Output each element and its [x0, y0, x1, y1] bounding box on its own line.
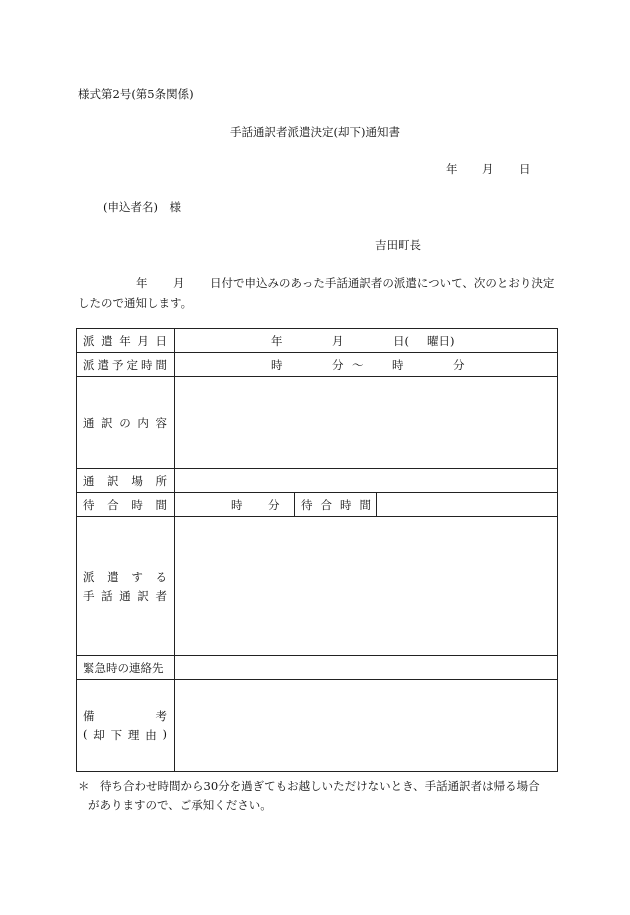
- dispatch-year: 年: [271, 333, 283, 348]
- label-char: 遣: [101, 333, 113, 348]
- label-emergency-text: 緊急時の連絡先: [83, 660, 164, 675]
- label-char: 派: [83, 569, 95, 584]
- label-char: 遣: [107, 569, 119, 584]
- issue-date-line: [446, 161, 531, 177]
- label-interpretation-place: [77, 469, 175, 493]
- label-char: 訳: [101, 415, 113, 430]
- row-emergency-contact: [77, 656, 558, 680]
- dispatch-weekday: 曜日): [427, 333, 455, 348]
- time-hour-2: 時: [392, 357, 404, 372]
- document-title: 手話通訳者派遣決定(却下)通知書: [230, 125, 400, 139]
- label-char: 時: [340, 497, 352, 512]
- issuer: 吉田町長: [375, 238, 421, 252]
- time-minute-1: 分: [332, 357, 344, 372]
- label-char: 備: [83, 709, 95, 723]
- label-char: 間: [155, 497, 167, 512]
- label-char: 場: [131, 473, 143, 488]
- label-char: 者: [155, 588, 167, 603]
- label-remarks: [77, 680, 175, 772]
- label-interpreter-line1: [83, 569, 167, 585]
- label-emergency-contact: [77, 656, 175, 680]
- label-char: 内: [137, 415, 149, 430]
- label-char: 月: [137, 333, 149, 348]
- label-char: 日: [155, 333, 167, 348]
- label-char: 合: [107, 497, 119, 512]
- label-char: 話: [101, 588, 113, 603]
- label-char: 訳: [107, 473, 119, 488]
- time-minute-2: 分: [453, 357, 465, 372]
- label-dispatch-time-text: [83, 357, 167, 373]
- label-char: る: [155, 569, 167, 584]
- value-interpretation-content[interactable]: [175, 377, 558, 469]
- label-char: す: [131, 569, 143, 584]
- value-interpreter[interactable]: [175, 517, 558, 656]
- issue-date-month: 月: [482, 162, 494, 176]
- label-char: 所: [155, 473, 167, 488]
- label-char: (: [83, 727, 88, 741]
- label-char: 待: [83, 497, 95, 512]
- label-dispatch-date: [77, 329, 175, 353]
- value-interpretation-place[interactable]: [175, 469, 558, 493]
- label-char: 待: [301, 497, 313, 512]
- label-meeting-time-2: [295, 493, 377, 517]
- label-char: 訳: [137, 588, 149, 603]
- label-char: ): [162, 727, 167, 741]
- value-remarks[interactable]: [175, 680, 558, 772]
- row-dispatch-time: [77, 353, 558, 377]
- footnote: [78, 777, 558, 815]
- row-dispatch-date: [77, 329, 558, 353]
- label-char: 予: [112, 357, 124, 372]
- issue-date-year: 年: [446, 162, 458, 176]
- footnote-line2: がありますので、ご承知ください。: [88, 798, 272, 812]
- dispatch-day: 日(: [393, 333, 409, 348]
- label-char: 間: [155, 357, 167, 372]
- label-char: 年: [119, 333, 131, 348]
- value-meeting-time: [175, 493, 295, 517]
- label-remarks-line2: [83, 727, 167, 743]
- time-tilde: ～: [352, 357, 364, 372]
- label-content-text: [83, 415, 167, 431]
- label-dispatch-date-text: [83, 333, 167, 349]
- label-char: 通: [83, 473, 95, 488]
- label-char: 遣: [97, 357, 109, 372]
- label-char: 容: [155, 415, 167, 430]
- label-meeting-time: [77, 493, 175, 517]
- notice-body: [78, 273, 556, 313]
- label-char: 理: [127, 728, 140, 742]
- label-char: 時: [131, 497, 143, 512]
- value-dispatch-time: [175, 353, 558, 377]
- label-meeting-time-text: [83, 497, 167, 513]
- label-char: 手: [83, 588, 95, 603]
- body-month: 月: [173, 276, 185, 290]
- footnote-line1: 待ち合わせ時間から30分を過ぎてもお越しいただけないとき、手話通訳者は帰る場合: [100, 779, 540, 793]
- row-interpretation-content: [77, 377, 558, 469]
- label-dispatch-time: [77, 353, 175, 377]
- body-year: 年: [136, 276, 148, 290]
- value-dispatch-date: [175, 329, 558, 353]
- label-char: 時: [141, 357, 153, 372]
- label-remarks-line1: [83, 708, 167, 724]
- label-char: 由: [145, 728, 157, 742]
- dispatch-form-table: [76, 328, 558, 772]
- form-number: 様式第2号(第5条関係): [78, 87, 194, 101]
- label-char: 定: [126, 357, 138, 372]
- dispatch-month: 月: [332, 333, 344, 348]
- meeting-hour: 時: [231, 497, 243, 512]
- label-char: 派: [83, 357, 95, 372]
- footnote-mark: ＊: [78, 779, 90, 793]
- meeting-minute: 分: [268, 497, 280, 512]
- body-text: 日付で申込みのあった手話通訳者の派遣について、次のとおり決定したので通知します。: [78, 276, 555, 310]
- value-emergency-contact[interactable]: [175, 656, 558, 680]
- value-meeting-time-2[interactable]: [377, 493, 558, 517]
- row-remarks: [77, 680, 558, 772]
- label-interpreter: [77, 517, 175, 656]
- label-char: 通: [83, 415, 95, 430]
- row-interpretation-place: [77, 469, 558, 493]
- label-char: 派: [83, 333, 95, 348]
- label-char: 間: [359, 497, 371, 512]
- addressee: (申込者名) 様: [103, 200, 181, 214]
- label-interpretation-content: [77, 377, 175, 469]
- label-char: 却: [93, 728, 105, 742]
- label-char: 下: [110, 728, 123, 742]
- label-char: 通: [119, 588, 131, 603]
- label-char: 考: [155, 709, 167, 723]
- row-meeting-time: [77, 493, 558, 517]
- label-interpreter-line2: [83, 588, 167, 604]
- label-char: 合: [320, 497, 332, 512]
- label-place-text: [83, 473, 167, 489]
- time-hour-1: 時: [271, 357, 283, 372]
- row-interpreter: [77, 517, 558, 656]
- label-meeting-time-2-text: [301, 497, 371, 513]
- label-char: の: [119, 415, 131, 430]
- issue-date-day: 日: [519, 162, 531, 176]
